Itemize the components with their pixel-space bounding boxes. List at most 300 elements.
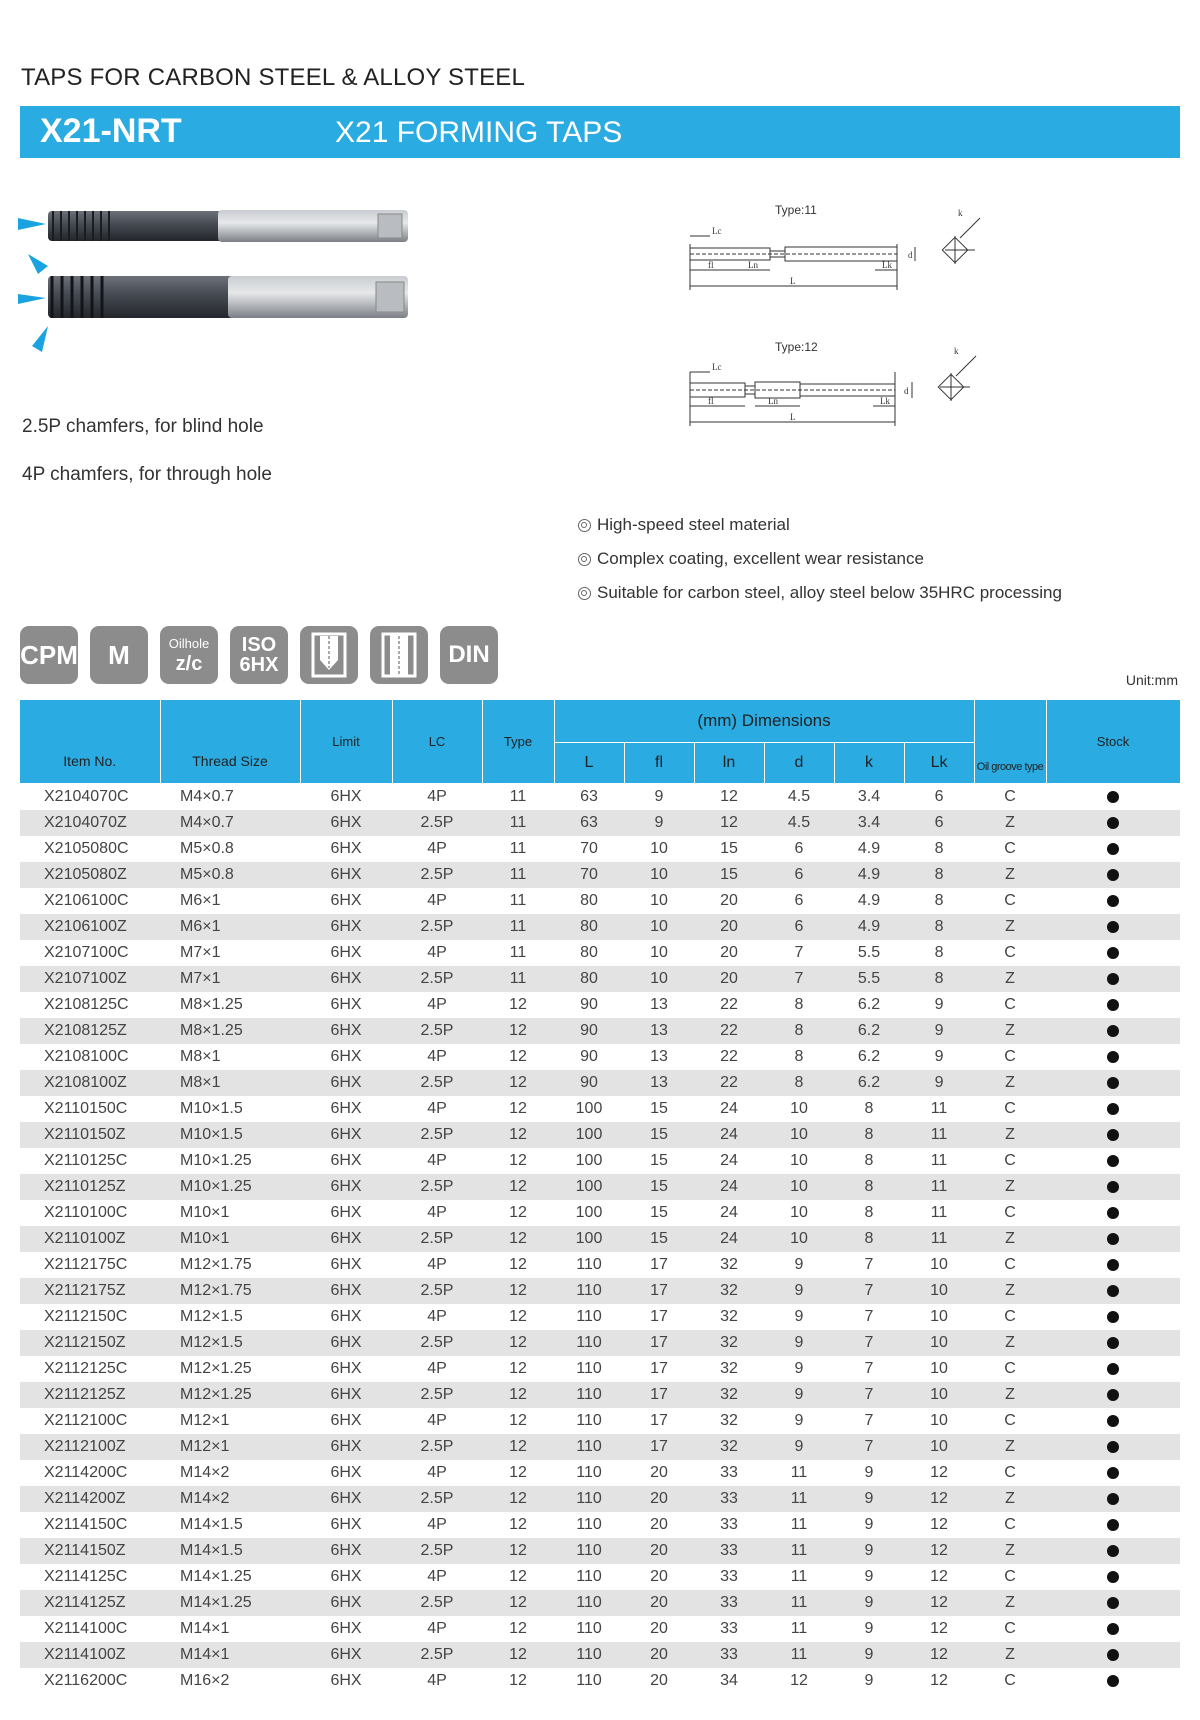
table-row — [20, 1200, 1180, 1226]
cell-l: 70 — [580, 840, 598, 857]
cell-oil-groove: Z — [974, 1330, 1046, 1356]
table-row — [20, 1486, 1180, 1512]
in-stock-icon — [1107, 1597, 1119, 1609]
cell-oil-groove: C — [1004, 1100, 1016, 1117]
cell-stock — [1046, 1200, 1180, 1226]
spec-table — [20, 700, 1181, 1694]
cell-l: 90 — [554, 1070, 624, 1096]
cell-k: 8 — [834, 1174, 904, 1200]
cell-lc: 4P — [427, 996, 447, 1013]
cell-k: 9 — [834, 1590, 904, 1616]
cell-limit: 6HX — [300, 1174, 392, 1200]
cell-lk: 9 — [934, 1048, 944, 1065]
col-type: Type — [482, 700, 554, 784]
in-stock-icon — [1107, 947, 1119, 959]
cell-item-no: X2112125Z — [20, 1382, 160, 1408]
cell-lk: 10 — [930, 1256, 948, 1273]
cell-k: 9 — [864, 1516, 874, 1533]
cell-item-no: X2105080Z — [20, 862, 160, 888]
cell-l: 100 — [575, 1204, 603, 1221]
table-row — [20, 1356, 1180, 1382]
table-row — [20, 1616, 1180, 1642]
cell-l: 110 — [576, 1412, 602, 1429]
cell-lk: 11 — [904, 1174, 974, 1200]
cell-lk: 12 — [930, 1464, 948, 1481]
cell-type: 12 — [482, 1226, 554, 1252]
cell-k: 8 — [834, 1226, 904, 1252]
cell-type: 12 — [509, 1048, 527, 1065]
cell-oil-groove: Z — [974, 1174, 1046, 1200]
cell-lc: 2.5P — [392, 1018, 482, 1044]
cell-l: 110 — [576, 1672, 602, 1689]
cell-type: 11 — [482, 810, 554, 836]
cell-thread-size: M5×0.8 — [180, 840, 234, 857]
cell-thread-size: M4×0.7 — [160, 810, 300, 836]
type11-k-label: k — [958, 208, 963, 218]
cell-k: 9 — [864, 1568, 874, 1585]
cell-ln: 20 — [720, 892, 738, 909]
cell-ln: 15 — [694, 862, 764, 888]
cell-lc: 2.5P — [392, 810, 482, 836]
cell-fl: 10 — [624, 966, 694, 992]
cell-d: 11 — [790, 1464, 808, 1481]
cell-type: 12 — [482, 1018, 554, 1044]
cell-item-no: X2110100Z — [20, 1226, 160, 1252]
cpm-badge: CPM — [20, 626, 78, 684]
cell-item-no: X2110100C — [44, 1204, 128, 1221]
in-stock-icon — [1107, 843, 1119, 855]
cell-d: 8 — [794, 996, 804, 1013]
cell-d: 4.5 — [787, 788, 811, 805]
table-row — [20, 1148, 1180, 1174]
cell-stock — [1046, 992, 1180, 1018]
in-stock-icon — [1107, 1285, 1119, 1297]
feature-item — [578, 542, 1062, 576]
table-row — [20, 1590, 1180, 1616]
cell-limit: 6HX — [300, 862, 392, 888]
cell-item-no: X2108125Z — [20, 1018, 160, 1044]
feature-item — [578, 508, 1062, 542]
cell-limit: 6HX — [300, 1382, 392, 1408]
cell-lk: 12 — [904, 1486, 974, 1512]
table-row — [20, 1668, 1180, 1694]
cell-stock — [1046, 1252, 1180, 1278]
in-stock-icon — [1107, 999, 1119, 1011]
cell-lc: 2.5P — [392, 1070, 482, 1096]
product-photo — [18, 196, 428, 366]
cell-k: 6.2 — [834, 1070, 904, 1096]
type12-lk-label: Lk — [880, 396, 890, 406]
cell-lk: 12 — [930, 1568, 948, 1585]
cell-ln: 33 — [720, 1516, 738, 1533]
table-row — [20, 862, 1180, 888]
cell-limit: 6HX — [330, 1360, 362, 1377]
table-row — [20, 992, 1180, 1018]
cell-l: 100 — [575, 1100, 603, 1117]
cell-lc: 2.5P — [392, 1642, 482, 1668]
in-stock-icon — [1107, 921, 1119, 933]
cell-thread-size: M12×1.75 — [180, 1256, 252, 1273]
col-limit: Limit — [300, 700, 392, 784]
cell-oil-groove: C — [1004, 1672, 1016, 1689]
cell-lc: 2.5P — [392, 1590, 482, 1616]
cell-oil-groove: C — [1004, 1620, 1016, 1637]
cell-stock — [1046, 1304, 1180, 1330]
cell-limit: 6HX — [330, 788, 362, 805]
cell-k: 6.2 — [834, 1018, 904, 1044]
cell-k: 7 — [864, 1360, 874, 1377]
cell-l: 110 — [554, 1538, 624, 1564]
cell-type: 12 — [482, 1434, 554, 1460]
cell-l: 63 — [554, 810, 624, 836]
cell-lk: 8 — [904, 914, 974, 940]
table-row — [20, 1174, 1180, 1200]
cell-type: 11 — [482, 862, 554, 888]
cell-k: 9 — [834, 1486, 904, 1512]
cell-thread-size: M6×1 — [160, 914, 300, 940]
cell-item-no: X2114125Z — [20, 1590, 160, 1616]
cell-lk: 11 — [930, 1152, 948, 1169]
cell-k: 4.9 — [834, 914, 904, 940]
cell-ln: 24 — [694, 1226, 764, 1252]
cell-oil-groove: C — [1004, 1048, 1016, 1065]
type11-fl-label: fl — [708, 260, 714, 270]
cell-stock — [1046, 1538, 1180, 1564]
type12-label: Type:12 — [775, 340, 818, 354]
in-stock-icon — [1107, 1675, 1119, 1687]
cell-d: 10 — [764, 1226, 834, 1252]
cell-item-no: X2110125Z — [20, 1174, 160, 1200]
cell-fl: 9 — [654, 788, 664, 805]
cell-d: 6 — [794, 840, 804, 857]
cell-fl: 15 — [624, 1122, 694, 1148]
cell-k: 9 — [834, 1538, 904, 1564]
cell-k: 4.9 — [857, 840, 881, 857]
table-row — [20, 1252, 1180, 1278]
cell-d: 9 — [764, 1330, 834, 1356]
cell-lk: 11 — [930, 1100, 948, 1117]
cell-type: 11 — [482, 914, 554, 940]
cell-limit: 6HX — [300, 810, 392, 836]
type12-k-label: k — [954, 346, 959, 356]
cell-stock — [1046, 1486, 1180, 1512]
cell-lc: 4P — [427, 1464, 447, 1481]
cell-oil-groove: C — [1004, 1516, 1016, 1533]
cell-limit: 6HX — [300, 966, 392, 992]
in-stock-icon — [1107, 869, 1119, 881]
cell-oil-groove: C — [1004, 1152, 1016, 1169]
in-stock-icon — [1107, 1545, 1119, 1557]
cell-lc: 2.5P — [392, 1486, 482, 1512]
table-row — [20, 1070, 1180, 1096]
in-stock-icon — [1107, 1623, 1119, 1635]
cell-l: 110 — [576, 1308, 602, 1325]
cell-fl: 20 — [650, 1620, 668, 1637]
cell-stock — [1046, 1148, 1180, 1174]
oilhole-badge: Oilhole z/c — [160, 626, 218, 684]
in-stock-icon — [1107, 1155, 1119, 1167]
cell-fl: 13 — [650, 1048, 668, 1065]
cell-thread-size: M5×0.8 — [160, 862, 300, 888]
table-row — [20, 1434, 1180, 1460]
in-stock-icon — [1107, 1077, 1119, 1089]
cell-type: 12 — [509, 1412, 527, 1429]
table-row — [20, 1382, 1180, 1408]
cell-ln: 32 — [694, 1330, 764, 1356]
cell-oil-groove: C — [1004, 1464, 1016, 1481]
cell-limit: 6HX — [330, 996, 362, 1013]
cell-lc: 4P — [427, 1412, 447, 1429]
din-badge: DIN — [440, 626, 498, 684]
cell-item-no: X2116200C — [44, 1672, 128, 1689]
cell-item-no: X2104070Z — [20, 810, 160, 836]
type12-lc-label: Lc — [712, 362, 722, 372]
cell-d: 12 — [790, 1672, 808, 1689]
table-row — [20, 784, 1180, 811]
table-row — [20, 1642, 1180, 1668]
col-ln: ln — [694, 743, 764, 784]
in-stock-icon — [1107, 1181, 1119, 1193]
page-heading: TAPS FOR CARBON STEEL & ALLOY STEEL — [21, 64, 526, 91]
cell-ln: 33 — [720, 1464, 738, 1481]
cell-limit: 6HX — [330, 1516, 362, 1533]
cell-lk: 8 — [934, 840, 944, 857]
table-row — [20, 810, 1180, 836]
cell-l: 110 — [576, 1516, 602, 1533]
cell-oil-groove: Z — [974, 1382, 1046, 1408]
cell-oil-groove: C — [1004, 1256, 1016, 1273]
cell-fl: 20 — [650, 1464, 668, 1481]
cell-ln: 33 — [694, 1486, 764, 1512]
cell-limit: 6HX — [300, 1642, 392, 1668]
cell-lk: 9 — [904, 1018, 974, 1044]
in-stock-icon — [1107, 817, 1119, 829]
cell-d: 10 — [764, 1122, 834, 1148]
cell-item-no: X2110150C — [44, 1100, 128, 1117]
cell-oil-groove: C — [1004, 840, 1016, 857]
cell-item-no: X2107100C — [44, 944, 129, 961]
cell-limit: 6HX — [330, 1204, 362, 1221]
cell-k: 7 — [864, 1256, 874, 1273]
cell-lc: 4P — [427, 1256, 447, 1273]
cell-item-no: X2112150C — [44, 1308, 128, 1325]
feature-text: Complex coating, excellent wear resistance — [597, 549, 924, 568]
in-stock-icon — [1107, 1519, 1119, 1531]
cell-stock — [1046, 1174, 1180, 1200]
cell-limit: 6HX — [330, 1308, 362, 1325]
cell-k: 4.9 — [857, 892, 881, 909]
type12-drawing — [690, 356, 976, 426]
cell-d: 11 — [764, 1590, 834, 1616]
cell-stock — [1046, 862, 1180, 888]
cell-stock — [1046, 1408, 1180, 1434]
cell-item-no: X2106100Z — [20, 914, 160, 940]
cell-d: 9 — [764, 1434, 834, 1460]
in-stock-icon — [1107, 895, 1119, 907]
cell-fl: 13 — [624, 1070, 694, 1096]
cell-thread-size: M12×1 — [160, 1434, 300, 1460]
cell-type: 12 — [482, 1330, 554, 1356]
cell-l: 70 — [554, 862, 624, 888]
cell-type: 11 — [509, 944, 527, 961]
chamfer-note-through: 4P chamfers, for through hole — [22, 464, 272, 485]
cell-ln: 33 — [694, 1590, 764, 1616]
in-stock-icon — [1107, 1389, 1119, 1401]
cell-item-no: X2114100C — [44, 1620, 128, 1637]
cell-limit: 6HX — [300, 1590, 392, 1616]
table-row — [20, 1044, 1180, 1070]
cell-type: 12 — [509, 1620, 527, 1637]
cell-oil-groove: Z — [974, 1070, 1046, 1096]
cell-k: 9 — [864, 1464, 874, 1481]
cell-lc: 2.5P — [392, 1174, 482, 1200]
cell-lk: 11 — [904, 1226, 974, 1252]
cell-lk: 9 — [904, 1070, 974, 1096]
cell-thread-size: M14×1 — [180, 1620, 230, 1637]
cell-limit: 6HX — [300, 1486, 392, 1512]
table-row — [20, 966, 1180, 992]
cell-thread-size: M12×1.5 — [160, 1330, 300, 1356]
cell-d: 9 — [764, 1278, 834, 1304]
cell-l: 110 — [576, 1620, 602, 1637]
cell-stock — [1046, 1434, 1180, 1460]
cell-ln: 32 — [694, 1434, 764, 1460]
cell-lc: 4P — [427, 944, 447, 961]
cell-item-no: X2108100Z — [20, 1070, 160, 1096]
cell-fl: 17 — [624, 1278, 694, 1304]
type12-d-label: d — [904, 386, 909, 396]
cell-item-no: X2112150Z — [20, 1330, 160, 1356]
cell-l: 110 — [576, 1256, 602, 1273]
cell-l: 110 — [554, 1330, 624, 1356]
cell-lc: 4P — [427, 1620, 447, 1637]
cell-ln: 24 — [720, 1204, 738, 1221]
in-stock-icon — [1107, 1233, 1119, 1245]
cell-thread-size: M8×1.25 — [180, 996, 243, 1013]
cell-lc: 4P — [427, 1516, 447, 1533]
in-stock-icon — [1107, 1467, 1119, 1479]
cell-limit: 6HX — [330, 840, 362, 857]
cell-type: 12 — [509, 1568, 527, 1585]
cell-d: 9 — [794, 1308, 804, 1325]
cell-ln: 24 — [694, 1174, 764, 1200]
cell-lk: 6 — [934, 788, 944, 805]
cell-type: 12 — [509, 1672, 527, 1689]
badge-row — [20, 626, 498, 684]
iso-badge: ISO 6HX — [230, 626, 288, 684]
cell-l: 63 — [580, 788, 598, 805]
cell-d: 9 — [794, 1256, 804, 1273]
cell-l: 110 — [576, 1360, 602, 1377]
cell-ln: 20 — [694, 966, 764, 992]
cell-item-no: X2114150C — [44, 1516, 128, 1533]
cell-limit: 6HX — [330, 1100, 362, 1117]
cell-oil-groove: Z — [974, 966, 1046, 992]
cell-item-no: X2114200Z — [20, 1486, 160, 1512]
cell-stock — [1046, 1642, 1180, 1668]
cell-ln: 32 — [720, 1360, 738, 1377]
feature-item — [578, 576, 1062, 610]
cell-thread-size: M6×1 — [180, 892, 221, 909]
cell-thread-size: M10×1.25 — [160, 1174, 300, 1200]
table-row — [20, 836, 1180, 862]
cell-item-no: X2110150Z — [20, 1122, 160, 1148]
cell-stock — [1046, 784, 1180, 811]
cell-lc: 4P — [427, 1204, 447, 1221]
cell-type: 12 — [482, 1538, 554, 1564]
cell-type: 12 — [482, 1382, 554, 1408]
cell-item-no: X2105080C — [44, 840, 129, 857]
cell-lc: 2.5P — [392, 1382, 482, 1408]
cell-stock — [1046, 810, 1180, 836]
cell-type: 11 — [482, 966, 554, 992]
cell-ln: 33 — [720, 1568, 738, 1585]
cell-stock — [1046, 966, 1180, 992]
cell-l: 110 — [554, 1382, 624, 1408]
cell-limit: 6HX — [330, 1568, 362, 1585]
cell-l: 90 — [580, 996, 598, 1013]
type11-d-label: d — [908, 250, 913, 260]
cell-type: 12 — [509, 1308, 527, 1325]
cell-k: 7 — [834, 1382, 904, 1408]
cell-ln: 12 — [720, 788, 738, 805]
cell-d: 6 — [764, 862, 834, 888]
cell-k: 3.4 — [857, 788, 881, 805]
cell-type: 12 — [509, 1100, 527, 1117]
cell-stock — [1046, 1330, 1180, 1356]
cell-oil-groove: Z — [974, 914, 1046, 940]
col-lc: LC — [392, 700, 482, 784]
cell-thread-size: M8×1.25 — [160, 1018, 300, 1044]
in-stock-icon — [1107, 1493, 1119, 1505]
cell-type: 12 — [509, 1256, 527, 1273]
cell-oil-groove: C — [1004, 1204, 1016, 1221]
cell-lk: 8 — [904, 862, 974, 888]
type11-lc-label: Lc — [712, 226, 722, 236]
cell-l: 110 — [554, 1590, 624, 1616]
cell-d: 10 — [764, 1174, 834, 1200]
cell-oil-groove: C — [1004, 1412, 1016, 1429]
cell-ln: 20 — [694, 914, 764, 940]
cell-l: 110 — [554, 1434, 624, 1460]
chamfer-note-blind: 2.5P chamfers, for blind hole — [22, 416, 264, 437]
cell-oil-groove: Z — [974, 1642, 1046, 1668]
cell-thread-size: M8×1 — [160, 1070, 300, 1096]
cell-type: 12 — [509, 1516, 527, 1533]
cell-item-no: X2112125C — [44, 1360, 128, 1377]
cell-k: 7 — [864, 1308, 874, 1325]
cell-fl: 10 — [650, 892, 668, 909]
cell-ln: 33 — [694, 1538, 764, 1564]
cell-l: 100 — [575, 1152, 603, 1169]
cell-thread-size: M8×1 — [180, 1048, 221, 1065]
cell-l: 80 — [554, 966, 624, 992]
cell-d: 9 — [764, 1382, 834, 1408]
cell-k: 8 — [834, 1122, 904, 1148]
cell-type: 12 — [482, 1174, 554, 1200]
cell-l: 90 — [580, 1048, 598, 1065]
cell-lc: 2.5P — [392, 1434, 482, 1460]
type12-l-label: L — [790, 412, 796, 422]
cell-l: 110 — [576, 1568, 602, 1585]
title-banner — [20, 106, 1180, 158]
cell-thread-size: M10×1 — [160, 1226, 300, 1252]
bullet-icon — [578, 519, 591, 532]
cell-l: 100 — [554, 1122, 624, 1148]
cell-l: 80 — [580, 944, 598, 961]
cell-oil-groove: Z — [974, 1538, 1046, 1564]
cell-d: 8 — [764, 1018, 834, 1044]
